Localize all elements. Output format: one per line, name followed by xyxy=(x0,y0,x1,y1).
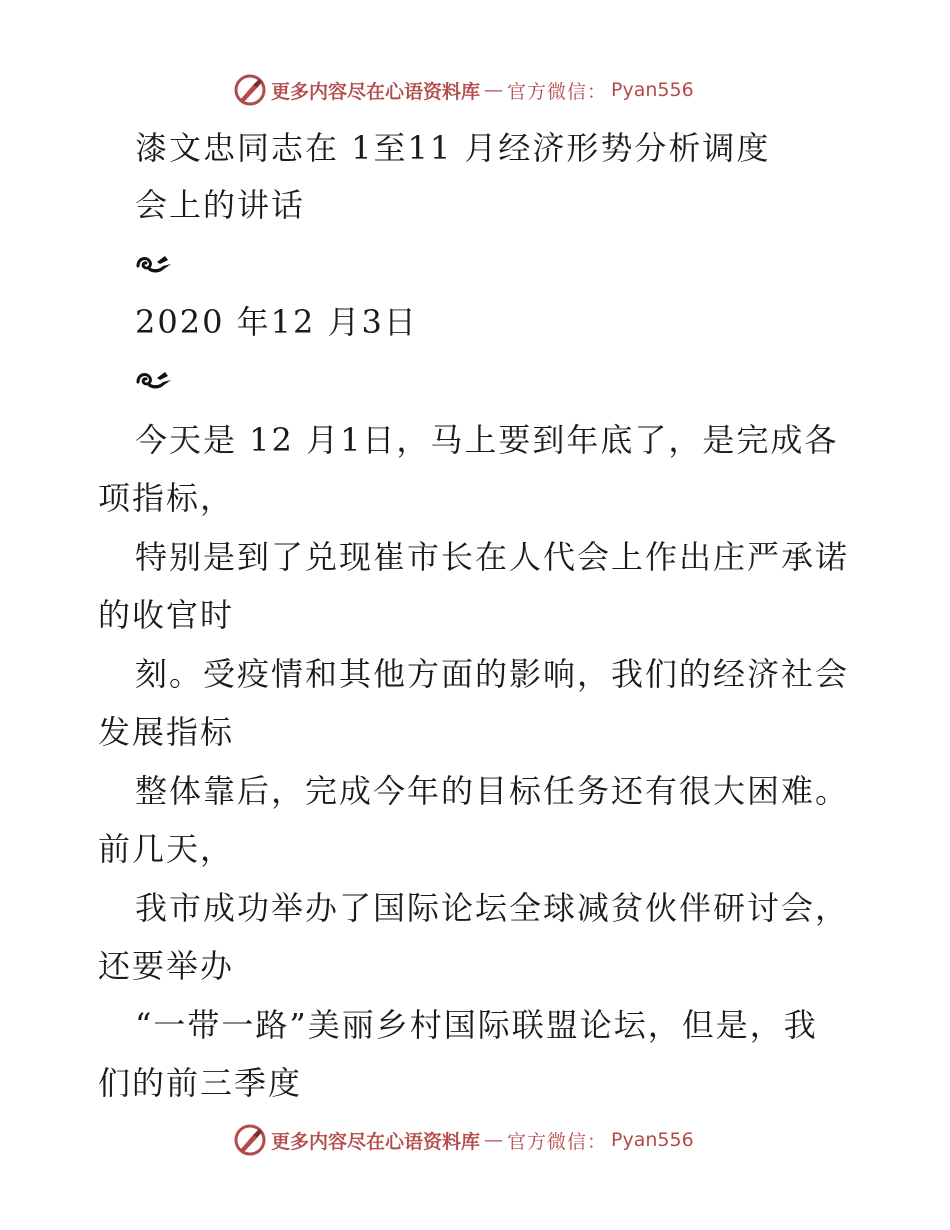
header-wechat-id: Pyan556 xyxy=(611,79,694,101)
footer-banner xyxy=(233,1120,694,1160)
footer-wechat-label: 官方微信： xyxy=(507,1130,608,1153)
body-line: 刻。受疫情和其他方面的影响，我们的经济社会 xyxy=(135,655,850,693)
body-line: 还要举办 xyxy=(98,947,235,985)
header-banner xyxy=(233,70,694,110)
body-line: 的收官时 xyxy=(98,596,235,634)
document-title-line-1: 漆文忠同志在 1至11 月经济形势分析调度 xyxy=(135,129,771,167)
body-line: 前几天， xyxy=(98,830,235,868)
body-line: 项指标， xyxy=(98,479,235,517)
header-wechat-label: 官方微信： xyxy=(507,80,608,103)
body-line: 今天是 12 月1日，马上要到年底了，是完成各 xyxy=(135,421,839,459)
document-date: 2020 年12 月3日 xyxy=(135,303,418,341)
footer-brand-text: 更多内容尽在心语资料库 xyxy=(271,1130,481,1153)
body-line: “一带一路”美丽乡村国际联盟论坛，但是，我 xyxy=(135,1006,818,1044)
fleuron-icon xyxy=(135,252,173,276)
footer-dash: — xyxy=(484,1129,504,1151)
pen-logo-icon xyxy=(233,1123,267,1157)
fleuron-icon xyxy=(135,368,173,392)
body-line: 们的前三季度 xyxy=(98,1064,303,1102)
body-line: 整体靠后，完成今年的目标任务还有很大困难。 xyxy=(135,772,850,810)
pen-logo-icon xyxy=(233,73,267,107)
document-title-line-2: 会上的讲话 xyxy=(135,186,306,224)
header-dash: — xyxy=(484,79,504,101)
body-line: 我市成功举办了国际论坛全球减贫伙伴研讨会， xyxy=(135,889,850,927)
body-line: 发展指标 xyxy=(98,713,235,751)
header-brand-text: 更多内容尽在心语资料库 xyxy=(271,80,481,103)
body-line: 特别是到了兑现崔市长在人代会上作出庄严承诺 xyxy=(135,538,850,576)
footer-wechat-id: Pyan556 xyxy=(611,1129,694,1151)
